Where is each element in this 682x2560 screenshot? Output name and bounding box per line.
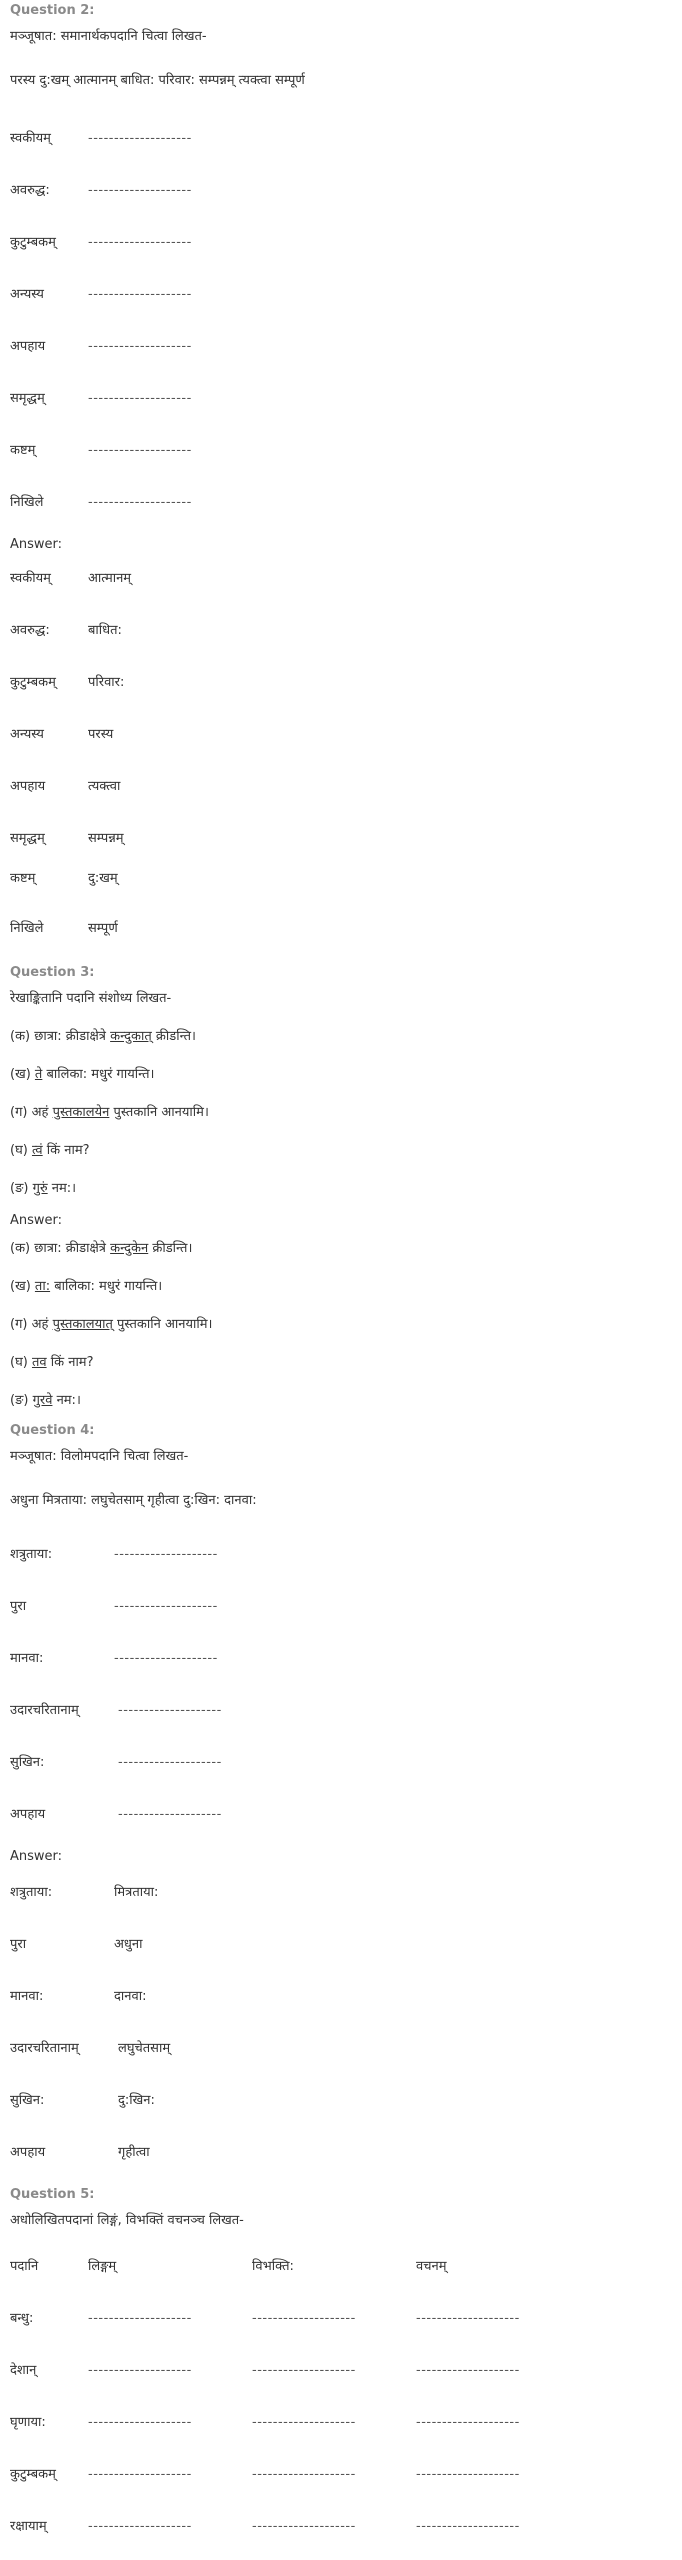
blank-line: -------------------- [88, 2415, 192, 2430]
sentence-part: नम:। [47, 1181, 77, 1196]
term: अपहाय [10, 339, 46, 354]
blank-line: -------------------- [88, 2519, 192, 2534]
blank-line: -------------------- [416, 2415, 520, 2430]
sentence-part: (क) छात्रा: क्रीडाक्षेत्रे [10, 1241, 111, 1256]
sentence-part: बालिका: मधुरं गायन्ति। [42, 1067, 155, 1082]
blank-line: -------------------- [88, 339, 192, 354]
blank-line: -------------------- [114, 1547, 218, 1562]
answer: मित्रताया: [114, 1885, 159, 1900]
sentence-part: पुस्तकानि आनयामि। [112, 1317, 213, 1332]
term: अपहाय [10, 1807, 46, 1822]
blank-line: -------------------- [118, 1703, 222, 1718]
q4-answer-label: Answer: [10, 1849, 63, 1864]
sentence-part: (ग) अहं [10, 1317, 53, 1332]
table-cell-word: घृणाया: [10, 2415, 46, 2430]
table-cell-word: रक्षायाम् [10, 2519, 47, 2534]
q3-answer [10, 1242, 192, 1255]
term: शत्रुताया: [10, 1885, 53, 1900]
term: अन्यस्य [10, 287, 44, 302]
underlined-word: त्वं [31, 1143, 43, 1158]
blank-line: -------------------- [252, 2311, 356, 2326]
underlined-word: गुरवे [32, 1393, 53, 1408]
blank-line: -------------------- [114, 1651, 218, 1666]
sentence-part: (घ) [10, 1355, 32, 1370]
table-cell-word: बन्धु: [10, 2311, 34, 2326]
answer: लघुचेतसाम् [118, 2041, 171, 2056]
sentence-part: पुस्तकानि आनयामि। [109, 1105, 209, 1120]
term: कष्टम् [10, 871, 36, 886]
blank-line: -------------------- [118, 1807, 222, 1822]
sentence-part: नम:। [52, 1393, 81, 1408]
blank-line: -------------------- [88, 443, 192, 458]
blank-line: -------------------- [416, 2467, 520, 2482]
blank-line: -------------------- [114, 1599, 218, 1614]
q3-answer [10, 1356, 93, 1369]
table-cell-word: कुटुम्बकम् [10, 2467, 56, 2482]
term: अन्यस्य [10, 727, 44, 742]
term: पुरा [10, 1937, 27, 1952]
answer: दु:खम् [88, 871, 118, 886]
underlined-word: पुस्तकालयेन [52, 1105, 110, 1120]
q2-answer-label: Answer: [10, 537, 63, 552]
answer: दानवा: [114, 1989, 147, 2004]
q3-item [10, 1106, 209, 1119]
blank-line: -------------------- [252, 2415, 356, 2430]
q2-instruction: मञ्जूषात: समानार्थकपदानि चित्वा लिखत- [10, 29, 207, 44]
term: अपहाय [10, 2145, 46, 2160]
answer: अधुना [114, 1937, 143, 1952]
q4-word-bank: अधुना मित्रताया: लघुचेतसाम् गृहीत्वा दु:खिन: दानवा: [10, 1493, 257, 1508]
blank-line: -------------------- [118, 1755, 222, 1770]
blank-line: -------------------- [88, 2363, 192, 2378]
sentence-part: क्रीडन्ति। [148, 1241, 193, 1256]
q3-answer [10, 1318, 212, 1331]
table-cell-word: देशान् [10, 2363, 37, 2378]
term: पुरा [10, 1599, 27, 1614]
term: स्वकीयम् [10, 571, 51, 586]
q3-item [10, 1068, 154, 1081]
underlined-word: कन्दुकात् [110, 1029, 152, 1044]
underlined-word: तव [31, 1355, 47, 1370]
answer: बाधित: [88, 623, 122, 638]
answer: परस्य [88, 727, 114, 742]
sentence-part: (घ) [10, 1143, 32, 1158]
sentence-part: (ङ) [10, 1393, 33, 1408]
blank-line: -------------------- [252, 2519, 356, 2534]
column-header: विभक्ति: [252, 2259, 294, 2274]
sentence-part: (क) छात्रा: क्रीडाक्षेत्रे [10, 1029, 111, 1044]
answer: सम्पूर्ण [88, 921, 118, 936]
term: अवरुद्ध: [10, 623, 50, 638]
q2-heading: Question 2: [10, 3, 95, 18]
term: मानवा: [10, 1651, 44, 1666]
blank-line: -------------------- [88, 131, 192, 146]
answer: त्यक्त्वा [88, 779, 121, 794]
answer: सम्पन्नम् [88, 831, 124, 846]
term: शत्रुताया: [10, 1547, 53, 1562]
sentence-part: (ङ) [10, 1181, 33, 1196]
blank-line: -------------------- [88, 235, 192, 250]
sentence-part: क्रीडन्ति। [151, 1029, 196, 1044]
column-header: लिङ्गम् [88, 2259, 117, 2274]
answer: परिवार: [88, 675, 125, 690]
q3-answer-label: Answer: [10, 1213, 63, 1228]
term: सुखिन: [10, 1755, 45, 1770]
q2-word-bank: परस्य दु:खम् आत्मानम् बाधित: परिवार: सम्पन्नम् त्यक्त्वा सम्पूर्ण [10, 73, 305, 88]
sentence-part: (ख) [10, 1279, 35, 1294]
underlined-word: गुरुं [32, 1181, 48, 1196]
term: कुटुम्बकम् [10, 235, 56, 250]
q3-answer [10, 1280, 162, 1293]
sentence-part: किं नाम? [42, 1143, 90, 1158]
q4-instruction: मञ्जूषात: विलोमपदानि चित्वा लिखत- [10, 1449, 189, 1464]
term: स्वकीयम् [10, 131, 51, 146]
blank-line: -------------------- [252, 2467, 356, 2482]
sentence-part: किं नाम? [46, 1355, 94, 1370]
answer: गृहीत्वा [118, 2145, 150, 2160]
term: अपहाय [10, 779, 46, 794]
q3-item [10, 1144, 90, 1157]
term: समृद्धम् [10, 831, 45, 846]
q5-heading: Question 5: [10, 2187, 95, 2202]
blank-line: -------------------- [88, 495, 192, 510]
term: उदारचरितानाम् [10, 2041, 79, 2056]
blank-line: -------------------- [416, 2519, 520, 2534]
term: निखिले [10, 921, 44, 936]
q3-item [10, 1182, 76, 1195]
term: उदारचरितानाम् [10, 1703, 79, 1718]
sentence-part: बालिका: मधुरं गायन्ति। [50, 1279, 163, 1294]
underlined-word: ता: [34, 1279, 51, 1294]
underlined-word: ते [34, 1067, 43, 1082]
blank-line: -------------------- [88, 2467, 192, 2482]
term: अवरुद्ध: [10, 183, 50, 198]
blank-line: -------------------- [88, 2311, 192, 2326]
term: कुटुम्बकम् [10, 675, 56, 690]
blank-line: -------------------- [252, 2363, 356, 2378]
term: मानवा: [10, 1989, 44, 2004]
sentence-part: (ख) [10, 1067, 35, 1082]
q3-item [10, 1030, 196, 1043]
column-header: वचनम् [416, 2259, 447, 2274]
blank-line: -------------------- [88, 391, 192, 406]
q3-heading: Question 3: [10, 965, 95, 980]
blank-line: -------------------- [88, 183, 192, 198]
q5-instruction: अधोलिखितपदानां लिङ्गं, विभक्तिं वचनञ्च लिखत- [10, 2213, 244, 2228]
answer: आत्मानम् [88, 571, 132, 586]
blank-line: -------------------- [416, 2311, 520, 2326]
blank-line: -------------------- [416, 2363, 520, 2378]
term: निखिले [10, 495, 44, 510]
blank-line: -------------------- [88, 287, 192, 302]
term: सुखिन: [10, 2093, 45, 2108]
column-header: पदानि [10, 2259, 39, 2274]
q3-answer [10, 1394, 81, 1407]
answer: दु:खिन: [118, 2093, 155, 2108]
q3-instruction: रेखाङ्कितानि पदानि संशोध्य लिखत- [10, 991, 172, 1006]
term: कष्टम् [10, 443, 36, 458]
underlined-word: कन्दुकेन [110, 1241, 149, 1256]
underlined-word: पुस्तकालयात् [52, 1317, 113, 1332]
q4-heading: Question 4: [10, 1423, 95, 1438]
sentence-part: (ग) अहं [10, 1105, 53, 1120]
term: समृद्धम् [10, 391, 45, 406]
